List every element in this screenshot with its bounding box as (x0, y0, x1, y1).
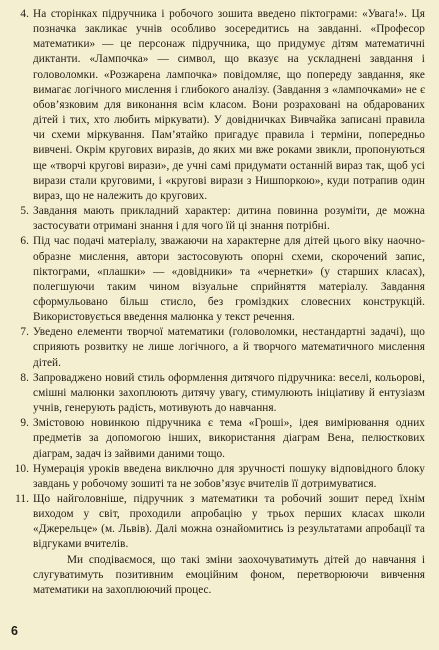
list-item-11 (11, 492, 425, 553)
list-item-9 (11, 416, 425, 461)
list-item-7 (11, 325, 425, 370)
item-number: 8. (20, 371, 29, 384)
item-number: 9. (20, 417, 29, 430)
item-text: Що найголовніше, підручник з математики та робочий зошит перед їхнім виходом у світ, проходили апробацію у трьох перших класах школи «Джерельце» (м. Львів). Далі можна ознайомитись із результатами апробації та відгуками вчителів. (33, 493, 425, 551)
item-number: 6. (20, 235, 29, 248)
item-number: 7. (20, 326, 29, 339)
item-number: 4. (20, 8, 29, 20)
item-text: Змістовою новинкою підручника є тема «Гроші», ідея вимірювання одних предметів за допомогою інших, використання діаграм Вена, пелюсткових діаграм, задач із зайвими даними тощо. (33, 417, 425, 460)
list-item-6 (11, 234, 425, 325)
item-text: Під час подачі матеріалу, зважаючи на характерне для дітей цього віку наочно-образне мислення, автори застосовують опорні схеми, скорочений запис, піктограми, «плашки» — «довідники» та «чернетки» (у старших класах), полегшуючи таким чином візуальне сприйняття матеріалу. Завдання сформульовано більш стисло, без громіздких словесних конструкцій. Використовується введення малюнка у текст речення. (33, 235, 425, 324)
list-item-4 (11, 7, 425, 204)
item-text: Завдання мають прикладний характер: дитина повинна розуміти, де можна застосувати отримані знання і для чого їй ці знання потрібні. (33, 205, 425, 233)
item-text: На сторінках підручника і робочого зошита введено піктограми: «Увага!». Ця позначка закликає учнів особливо зосередитись на завданні. «Професор математики» — це персонаж підручника, що придумує дітям математичні диктанти. «Лампочка» — символ, що вказує на ускладнені завдання і головоломки. «Розжарена лампочка» повідомляє, що попереду завдання, яке вимагає логічного мислення і глибокого аналізу. (Завдання з «лампочками» не є обов’язковим для виконання всім класом. Вони розраховані на обдарованих дітей і тих, хто любить міркувати). У довідничках Вивчайка записані правила чи схеми міркування. Пам’ятайко пригадує правила і терміни, попередньо вивчені. Окрім кругових виразів, до яких ми вже роками звикли, пропонуються ще «творчі кругові вирази», де учні самі придумати останній вираз так, щоб усі вирази стали круговими, і «кругові вирази з Нишпоркою», куди потрапив один вираз, що не належить до кругових. (33, 8, 425, 202)
list-item-8 (11, 371, 425, 416)
list-item-10 (11, 462, 425, 492)
item-text: Уведено елементи творчої математики (головоломки, нестандартні задачі), що сприяють розвитку не лише логічного, а й творчого математичного мислення дітей. (33, 326, 425, 369)
item-text: Нумерація уроків введена виключно для зручності пошуку відповідного блоку завдань у робочому зошиті та не зобов’язує вчителів її дотримуватися. (33, 462, 425, 490)
closing-paragraph: Ми сподіваємося, що такі зміни заохочуватимуть дітей до навчання і слугуватимуть позитивним емоційним фоном, перетворюючи вивчення математики на захоплюючий процес. (33, 553, 425, 596)
item-text: Запроваджено новий стиль оформлення дитячого підручника: веселі, кольорові, смішні малюнки захоплюють дитячу увагу, стимулюють ініціативу й ентузіазм учнів, генерують радість, мотивують до навчання. (33, 371, 425, 415)
item-number: 10. (14, 462, 29, 475)
list-item-5 (11, 204, 425, 234)
numbered-list (11, 7, 425, 553)
item-number: 5. (20, 205, 29, 218)
page-number: 6 (11, 624, 18, 638)
item-number: 11. (15, 493, 29, 505)
